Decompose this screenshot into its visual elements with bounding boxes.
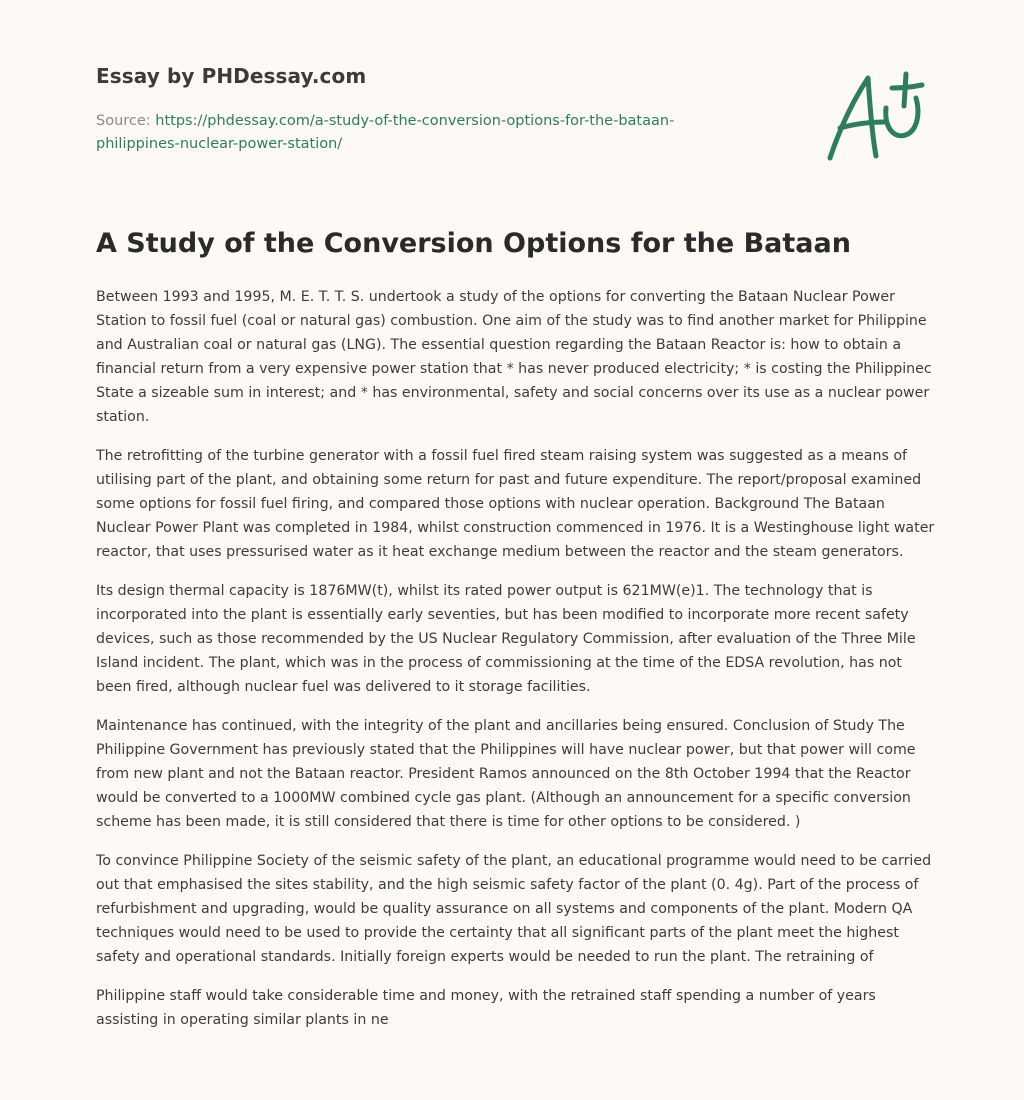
article-paragraph: Philippine staff would take considerable time and money, with the retrained staff spending a number of years assisting in operating similar plants in ne [96, 988, 876, 1028]
article-title: A Study of the Conversion Options for the Bataan [96, 228, 851, 259]
source-line [96, 110, 776, 156]
article-paragraph: Between 1993 and 1995, M. E. T. T. S. undertook a study of the options for converting the Bataan Nuclear Power Station to fossil fuel (coal or natural gas) combustion. One aim of the study was to find another market for Philippine and Australian coal or natural gas (LNG). The essential question regarding the Bataan Reactor is: how to obtain a financial return from a very expensive power station that * has never produced electricity; * is costing the Philippinec State a sizeable sum in interest; and * has environmental, safety and social concerns over its use as a nuclear power station. [96, 289, 932, 425]
source-link-line2: philippines-nuclear-power-station/ [96, 136, 343, 152]
a-plus-grade-icon [824, 68, 928, 164]
article-paragraph: Maintenance has continued, with the integrity of the plant and ancillaries being ensured. Conclusion of Study The Philippine Government has previously stated that the Philippines will have nuclear power, but that power will come from new plant and not the Bataan reactor. President Ramos announced on the 8th October 1994 that the Reactor would be converted to a 1000MW combined cycle gas plant. (Although an announcement for a specific conversion scheme has been made, it is still considered that there is time for other options to be considered. ) [96, 718, 916, 830]
article-body [96, 285, 936, 1032]
article-paragraph: The retrofitting of the turbine generator with a fossil fuel fired steam raising system was suggested as a means of utilising part of the plant, and obtaining some return for past and future expenditure. The report/proposal examined some options for fossil fuel firing, and compared those options with nuclear operation. Background The Bataan Nuclear Power Plant was completed in 1984, whilst construction commenced in 1976. It is a Westinghouse light water reactor, that uses pressurised water as it heat exchange medium between the reactor and the steam generators. [96, 448, 935, 560]
source-link-line1: https://phdessay.com/a-study-of-the-conversion-options-for-the-bataan- [155, 113, 675, 129]
page-header [96, 0, 928, 200]
article-paragraph: To convince Philippine Society of the seismic safety of the plant, an educational programme would need to be carried out that emphasised the sites stability, and the high seismic safety factor of the plant (0. 4g). Part of the process of refurbishment and upgrading, would be quality assurance on all systems and components of the plant. Modern QA techniques would need to be used to provide the certainty that all significant parts of the plant meet the highest safety and operational standards. Initially foreign experts would be needed to run the plant. The retraining of [96, 853, 932, 965]
site-brand: Essay by PHDessay.com [96, 64, 367, 88]
source-link[interactable] [96, 113, 674, 152]
source-label: Source: [96, 113, 151, 129]
article-paragraph: Its design thermal capacity is 1876MW(t), whilst its rated power output is 621MW(e)1. The technology that is incorporated into the plant is essentially early seventies, but has been modified to incorporate more recent safety devices, such as those recommended by the US Nuclear Regulatory Commission, after evaluation of the Three Mile Island incident. The plant, which was in the process of commissioning at the time of the EDSA revolution, has not been fired, although nuclear fuel was delivered to it storage facilities. [96, 583, 916, 695]
